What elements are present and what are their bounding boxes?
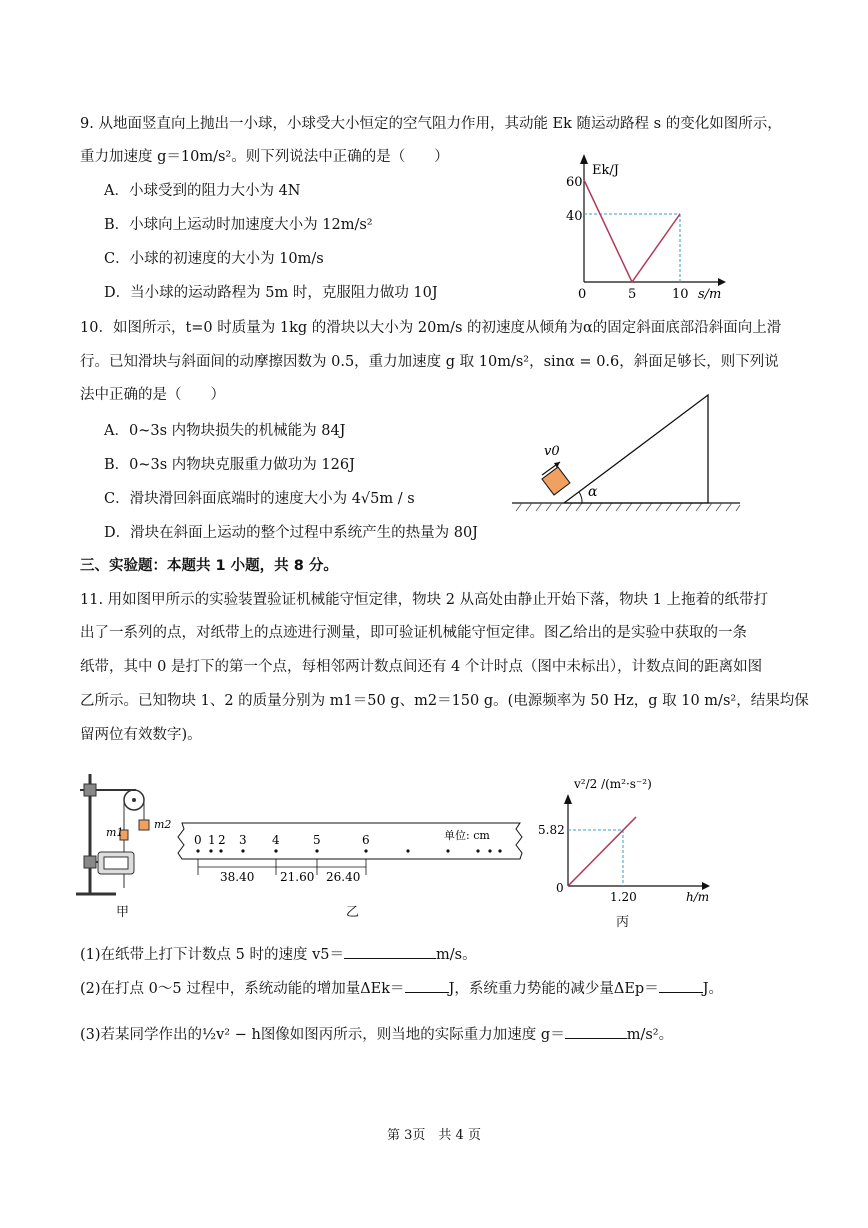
fig-bing-caption: 丙 [616, 915, 630, 930]
distance-1: 38.40 [220, 870, 255, 884]
clamp-bottom [84, 856, 96, 868]
q9-option-b: B．小球向上运动时加速度大小为 12m/s² [104, 217, 373, 233]
x-axis-label: h/m [686, 890, 710, 904]
q9-line1: 9. 从地面竖直向上抛出一小球，小球受大小恒定的空气阻力作用，其动能 Ek 随运动路程 s 的变化如图所示， [80, 116, 782, 132]
q9-option-a: A．小球受到的阻力大小为 4N [104, 183, 301, 199]
x-tick: 1.20 [610, 890, 637, 904]
unit-label: 单位: cm [444, 829, 490, 842]
q10-line3: 法中正确的是（ ） [80, 387, 225, 403]
sub3-expr: ½v² − h [202, 1027, 261, 1043]
x-axis-arrow [718, 278, 726, 286]
fig-yi-paper-tape [176, 815, 526, 885]
point-label-0: 0 [194, 833, 202, 847]
sub3-mid: 图像如图丙所示，则当地的实际重力加速度 g＝ [260, 1027, 565, 1043]
y-axis-label: Ek/J [592, 163, 619, 178]
x-tick-0: 0 [578, 287, 587, 302]
point-label-2: 2 [218, 833, 226, 847]
point-label-1: 1 [208, 833, 216, 847]
sub1-text: (1)在纸带上打下计数点 5 时的速度 v5＝ [80, 947, 345, 963]
q11-line1: 11. 用如图甲所示的实验装置验证机械能守恒定律，物块 2 从高处由静止开始下落，物块 1 上拖着的纸带打 [80, 592, 769, 608]
y-axis-arrow [580, 154, 588, 164]
fig-yi-caption: 乙 [346, 905, 360, 920]
q9-option-c: C．小球的初速度的大小为 10m/s [104, 251, 324, 267]
q10-option-a: A．0~3s 内物块损失的机械能为 84J [104, 423, 346, 439]
distance-3: 26.40 [326, 870, 361, 884]
q10-option-d: D．滑块在斜面上运动的整个过程中系统产生的热量为 80J [104, 525, 478, 541]
y-tick-60: 60 [566, 175, 583, 190]
m1-label: m1 [106, 826, 124, 839]
sub3-unit: m/s²。 [626, 1027, 674, 1043]
q9-option-d: D．当小球的运动路程为 5m 时，克服阻力做功 10J [104, 285, 438, 301]
y-tick-40: 40 [566, 209, 583, 224]
clamp-top [84, 784, 96, 796]
slider-block [542, 467, 570, 495]
angle-arc [579, 492, 582, 503]
section-3-title: 三、实验题：本题共 1 小题，共 8 分。 [80, 558, 338, 574]
q11-line4: 乙所示。已知物块 1、2 的质量分别为 m1＝50 g、m2＝150 g。(电源频率为 50 Hz，g 取 10 m/s²，结果均保 [80, 693, 809, 709]
fit-line [568, 817, 636, 886]
sub2-text: (2)在打点 0～5 过程中，系统动能的增加量ΔEk＝ [80, 981, 405, 997]
y-tick: 5.82 [538, 823, 565, 837]
point-label-5: 5 [313, 833, 321, 847]
page-footer: 第 3页 共 4 页 [387, 1128, 481, 1143]
q10-option-c: C．滑块滑回斜面底端时的速度大小为 4√5m / s [104, 491, 415, 507]
q11-sub1 [80, 944, 477, 965]
distance-2: 21.60 [280, 870, 315, 884]
sub1-unit: m/s。 [436, 947, 477, 963]
x-axis-arrow [702, 882, 710, 890]
x-tick-5: 5 [628, 287, 637, 302]
point-label-3: 3 [239, 833, 247, 847]
point-label-6: 6 [362, 833, 370, 847]
q11-sub2 [80, 978, 723, 999]
x-axis-label: s/m [698, 287, 722, 302]
angle-label: α [588, 484, 598, 500]
q9-ek-graph [556, 150, 736, 300]
q9-line2: 重力加速度 g＝10m/s²。则下列说法中正确的是（ ） [80, 149, 449, 165]
sub3-text: (3)若某同学作出的 [80, 1027, 203, 1043]
sub3-blank[interactable] [565, 1024, 627, 1039]
y-axis-label: v²/2 /(m²·s⁻²) [574, 777, 652, 791]
v0-label: v0 [544, 444, 560, 459]
y-axis-arrow [564, 794, 572, 804]
x-tick-10: 10 [672, 287, 689, 302]
sub1-blank[interactable] [344, 944, 436, 959]
q10-line1: 10．如图所示，t=0 时质量为 1kg 的滑块以大小为 20m/s 的初速度从倾角为α的固定斜面底部沿斜面向上滑 [80, 320, 782, 336]
q11-line2: 出了一系列的点，对纸带上的点迹进行测量，即可验证机械能守恒定律。图乙给出的是实验中获取的一条 [80, 625, 747, 641]
sub2-mid: J，系统重力势能的减少量ΔEp＝ [448, 981, 659, 997]
origin-label: 0 [556, 881, 564, 895]
fig-jia-apparatus [76, 770, 176, 920]
q11-line5: 留两位有效数字)。 [80, 727, 202, 743]
incline-triangle [564, 395, 708, 503]
ground-hatch [516, 503, 740, 511]
ek-curve [584, 180, 680, 282]
sub2-blank-ek[interactable] [405, 978, 449, 993]
q11-sub3 [80, 1024, 673, 1045]
sub2-blank-ep[interactable] [659, 978, 703, 993]
fig-jia-caption: 甲 [116, 905, 130, 920]
point-label-4: 4 [272, 833, 280, 847]
fig-bing-graph [538, 758, 718, 908]
q10-line2: 行。已知滑块与斜面间的动摩擦因数为 0.5，重力加速度 g 取 10m/s²，sinα = 0.6，斜面足够长，则下列说 [80, 354, 779, 370]
m2-label: m2 [154, 818, 172, 831]
block-m2 [139, 820, 149, 830]
q10-incline-figure [508, 385, 744, 517]
sub2-unit: J。 [702, 981, 724, 997]
q11-line3: 纸带，其中 0 是打下的第一个点，每相邻两计数点间还有 4 个计时点（图中未标出），计数点间的距离如图 [80, 659, 763, 675]
q10-option-b: B．0~3s 内物块克服重力做功为 126J [104, 457, 355, 473]
